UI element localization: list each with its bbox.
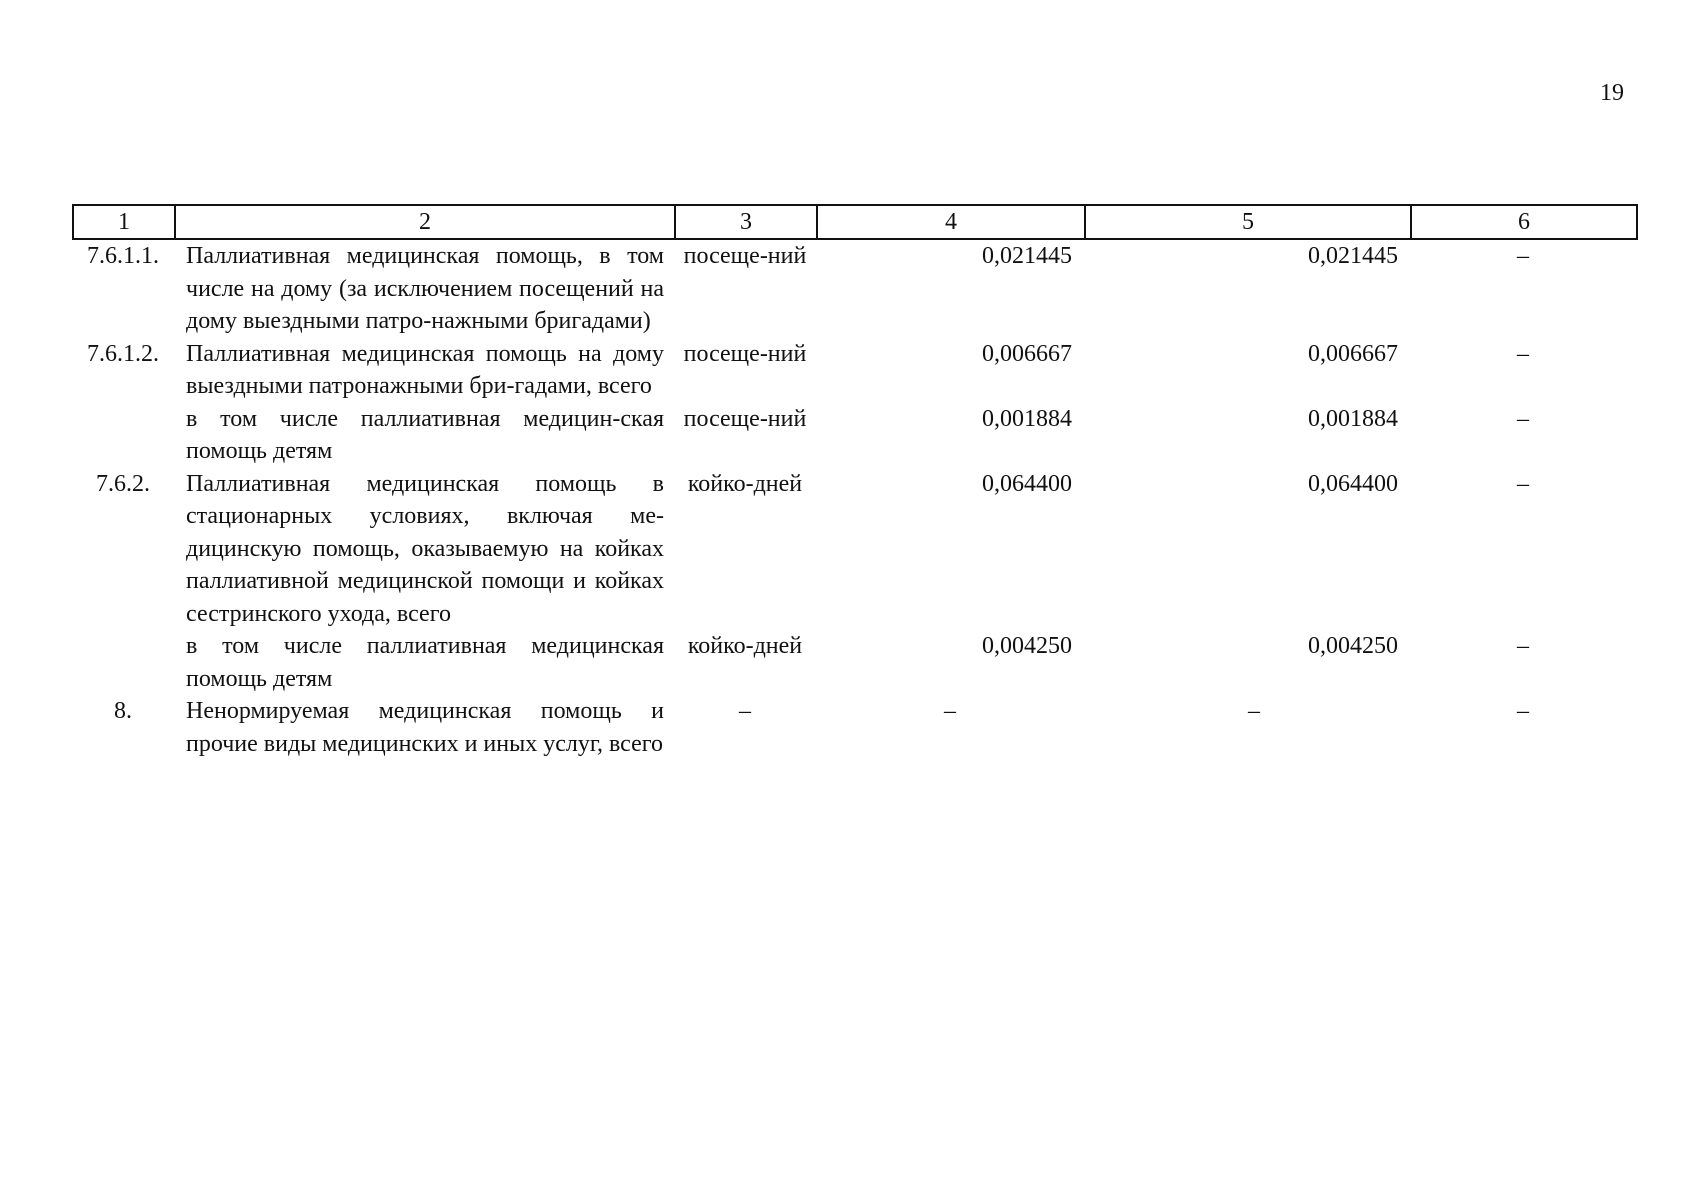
row-number: 7.6.1.1. bbox=[87, 243, 159, 269]
row-value-col4: 0,004250 bbox=[982, 633, 1072, 659]
header-col-5: 5 bbox=[1085, 205, 1411, 239]
row-unit: – bbox=[739, 698, 751, 724]
header-col-3: 3 bbox=[675, 205, 817, 239]
row-unit: койко-дней bbox=[687, 633, 803, 659]
row-value-col4: 0,006667 bbox=[982, 340, 1072, 367]
row-value-col5: 0,064400 bbox=[1308, 470, 1398, 497]
row-value-col6: – bbox=[1517, 405, 1529, 432]
column-number-header bbox=[72, 204, 1638, 240]
header-col-1: 1 bbox=[73, 205, 175, 239]
row-value-col6: – bbox=[1517, 698, 1529, 724]
row-value-col5: 0,006667 bbox=[1308, 340, 1398, 367]
row-number: 8. bbox=[114, 698, 132, 724]
norms-table-body bbox=[72, 240, 1636, 760]
row-value-col5: 0,021445 bbox=[1308, 243, 1398, 269]
row-number: 7.6.2. bbox=[96, 470, 150, 497]
row-unit: посеще-ний bbox=[683, 405, 807, 432]
row-value-col6: – bbox=[1517, 470, 1529, 497]
row-description: в том числе паллиативная медицинская помощь детям bbox=[186, 633, 664, 692]
row-value-col6: – bbox=[1517, 633, 1529, 659]
row-number bbox=[72, 630, 174, 695]
row-value-col5: 0,001884 bbox=[1308, 405, 1398, 432]
row-description: Паллиативная медицинская помощь на дому выездными патронажными бри-гадами, всего bbox=[186, 340, 664, 399]
row-value-col4: 0,064400 bbox=[982, 470, 1072, 497]
row-description: Ненормируемая медицинская помощь и прочие виды медицинских и иных услуг, всего bbox=[186, 698, 664, 757]
row-description: Паллиативная медицинская помощь, в том числе на дому (за исключением посещений на дому выездными патро-нажными бригадами) bbox=[186, 243, 664, 334]
row-number: 7.6.1.2. bbox=[87, 340, 159, 367]
header-col-2: 2 bbox=[175, 205, 675, 239]
row-value-col4: 0,001884 bbox=[982, 405, 1072, 432]
table-row bbox=[72, 468, 1636, 631]
table-row bbox=[72, 403, 1636, 468]
table-row bbox=[72, 240, 1636, 338]
row-value-col4: 0,021445 bbox=[982, 243, 1072, 269]
header-row bbox=[73, 205, 1637, 239]
table-row bbox=[72, 695, 1636, 760]
row-value-col4: – bbox=[944, 698, 956, 724]
row-description: в том числе паллиативная медицин-ская помощь детям bbox=[186, 405, 664, 464]
row-unit: посеще-ний bbox=[683, 243, 807, 269]
page-number: 19 bbox=[1600, 80, 1624, 106]
table-row bbox=[72, 338, 1636, 403]
table-row bbox=[72, 630, 1636, 695]
row-number bbox=[72, 403, 174, 468]
row-value-col6: – bbox=[1517, 243, 1529, 269]
row-unit: койко-дней bbox=[687, 470, 803, 497]
row-description: Паллиативная медицинская помощь в стационарных условиях, включая ме-дицинскую помощь, оказываемую на койках паллиативной медицинской помощи и койках сестринского ухода, всего bbox=[186, 470, 664, 627]
row-unit: посеще-ний bbox=[683, 340, 807, 367]
row-value-col5: – bbox=[1248, 698, 1260, 724]
row-value-col5: 0,004250 bbox=[1308, 633, 1398, 659]
header-col-4: 4 bbox=[817, 205, 1085, 239]
header-col-6: 6 bbox=[1411, 205, 1637, 239]
row-value-col6: – bbox=[1517, 340, 1529, 367]
